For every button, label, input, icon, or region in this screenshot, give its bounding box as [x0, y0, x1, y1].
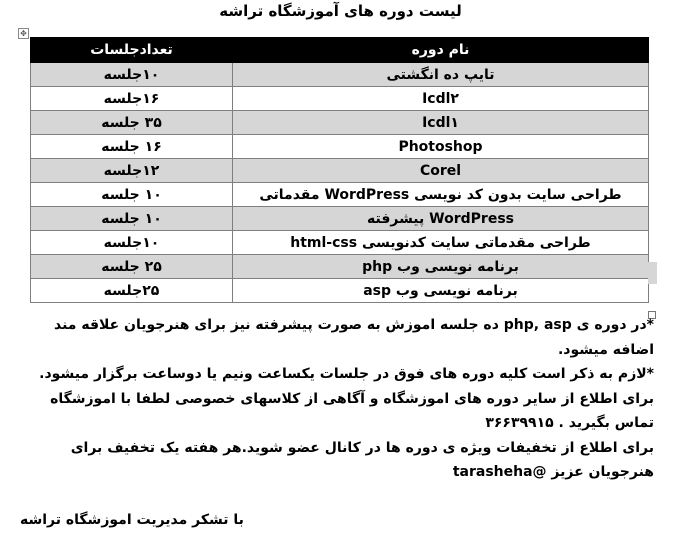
table-row	[31, 183, 649, 207]
header-sessions: تعدادجلسات	[31, 38, 233, 63]
table-row	[31, 111, 649, 135]
note-session-duration: *لازم به ذکر است کلیه دوره های فوق در جلسات یکساعت ونیم یا دوساعت برگزار میشود.	[39, 366, 654, 382]
table-row	[31, 159, 649, 183]
course-name-cell: Photoshop	[233, 135, 649, 159]
sessions-cell: ۱۰ جلسه	[31, 183, 233, 207]
table-move-handle-icon[interactable]: ✥	[18, 28, 29, 39]
table-row	[31, 135, 649, 159]
notes-block	[14, 313, 654, 485]
table-row	[31, 279, 649, 303]
sessions-cell: ۱۰ جلسه	[31, 207, 233, 231]
course-name-cell: برنامه نویسی وب php	[233, 255, 649, 279]
table-header-row	[31, 38, 649, 63]
note-contact: برای اطلاع از سایر دوره های اموزشگاه و آگاهی از کلاسهای خصوصی لطفا با اموزشگاه تماس بگیرید . ۳۶۶۳۹۹۱۵	[50, 390, 654, 431]
sessions-cell: ۳۵ جلسه	[31, 111, 233, 135]
sessions-cell: ۲۵ جلسه	[31, 255, 233, 279]
sessions-cell: ۲۵جلسه	[31, 279, 233, 303]
note-discount-channel: برای اطلاع از تخفیفات ویژه ی دوره ها در کانال عضو شوید.هر هفته یک تخفیف برای هنرجویان عزیز @tarasheha	[70, 439, 654, 480]
sessions-cell: ۱۰جلسه	[31, 63, 233, 87]
course-name-cell: برنامه نویسی وب asp	[233, 279, 649, 303]
table-row	[31, 255, 649, 279]
course-name-cell: Icdl۱	[233, 111, 649, 135]
table-side-strip	[648, 262, 657, 284]
sessions-cell: ۱۲جلسه	[31, 159, 233, 183]
course-name-cell: طراحی مقدماتی سایت کدنویسی html-css	[233, 231, 649, 255]
table-row	[31, 63, 649, 87]
table-row	[31, 231, 649, 255]
table-row	[31, 87, 649, 111]
signature-line: با تشکر مدیریت اموزشگاه تراشه	[20, 512, 244, 528]
note-advanced-sessions: *در دوره ی php, asp ده جلسه اموزش به صورت پیشرفته نیز برای هنرجویان علاقه مند اضافه میشود.	[53, 317, 654, 358]
table-row	[31, 207, 649, 231]
course-name-cell: تایپ ده انگشتی	[233, 63, 649, 87]
course-name-cell: Corel	[233, 159, 649, 183]
course-name-cell: Icdl۲	[233, 87, 649, 111]
sessions-cell: ۱۶جلسه	[31, 87, 233, 111]
course-name-cell: WordPress پیشرفته	[233, 207, 649, 231]
courses-table	[30, 37, 649, 303]
course-name-cell: طراحی سایت بدون کد نویسی WordPress مقدماتی	[233, 183, 649, 207]
sessions-cell: ۱۶ جلسه	[31, 135, 233, 159]
header-course-name: نام دوره	[233, 38, 649, 63]
sessions-cell: ۱۰جلسه	[31, 231, 233, 255]
document-title: لیست دوره های آموزشگاه تراشه	[219, 2, 462, 20]
